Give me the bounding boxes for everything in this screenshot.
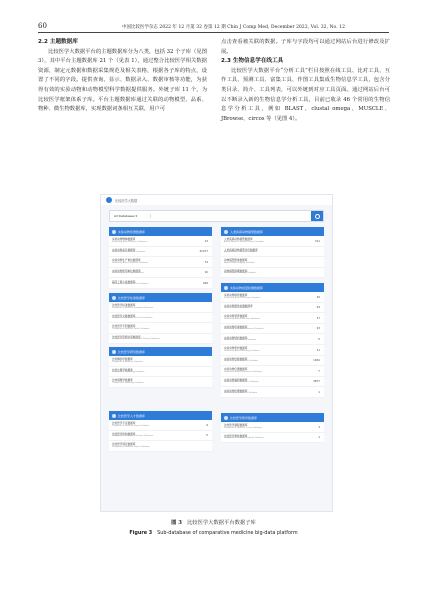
database-row [221,236,324,247]
database-row [221,377,324,388]
database-card [221,283,324,398]
database-count: 4877 [313,379,320,384]
database-sub: Laboratory Animal Ethics Database [224,391,258,394]
database-sub: Comparative Medicine Resource Sharing Database [112,338,160,341]
database-sub: Laboratory Animal Environment Database [224,328,264,331]
database-sub: Laboratory Animal Facility Database [224,360,259,363]
database-sub: Comparative Medicine Patent Database [112,327,150,330]
figure-caption-zh [38,518,389,526]
database-count: 11 [316,347,320,352]
database-sub: Animal Model Pathology Database [224,272,257,275]
database-row [109,377,212,388]
section-heading-2-3: 2.3 生物信息学在线工具 [221,58,284,65]
page-number: 60 [38,22,47,30]
database-row [221,303,324,314]
database-sub: Comparative Anatomy Database [112,360,143,363]
database-sub: Animal Model Imaging Database [224,261,255,264]
database-sub: Laboratory Animal Instrument Database [224,370,263,373]
figure-search-bar [109,210,324,222]
database-row [221,356,324,367]
card-header [109,411,212,420]
platform-logo-icon [106,197,112,203]
database-count: 1061 [313,358,320,363]
card-title: 实验动物资源数据库 [118,229,146,234]
database-name: 实验动物垫料数据库 [224,347,248,351]
card-title: 实验动物质量检测数据库 [230,285,264,290]
database-name: 基因工程小鼠数据库 [112,280,136,284]
database-count: 5 [206,433,208,438]
database-row [109,247,212,258]
database-sub: Laboratory Animal Pathogen Database [224,296,261,299]
database-icon [112,350,116,354]
figure-topbar [101,195,332,205]
caption-text: 比较医学大数据平台数据子库 [186,520,256,526]
database-sub: Genetically Engineered Mice Database [112,282,149,285]
database-name: 实验动物病原数据库 [224,294,248,298]
database-row [221,345,324,356]
platform-brand: 比较医学大数据 [115,198,138,203]
database-row [221,387,324,398]
database-sub: Laboratory Animal Strain Database [112,251,146,254]
database-count: 41077 [199,249,208,254]
caption-text: Sub-database of comparative medicine big-data platform [157,530,298,536]
database-name: 实验动物生产单位数据库 [112,259,141,263]
database-row [109,356,212,367]
database-row [109,236,212,247]
card-header [221,283,324,292]
database-row [109,367,212,378]
search-button [311,211,323,221]
right-column [221,38,390,124]
card-header [109,347,212,356]
database-sub: Comparative Physiology Database [112,371,145,374]
database-sub: Laboratory Animal Bedding Database [224,349,260,352]
database-row [109,257,212,268]
figure-caption-en [38,530,389,536]
database-count: 1 [318,389,320,394]
database-row [221,247,324,258]
database-count: 1 [318,435,320,440]
paragraph: 点击查看被关联的数据。子库与字段均可以通过网站后台进行修改及扩展。 [221,39,390,55]
database-name: 比较医学教材数据库 [224,434,248,438]
database-sub: Animal Model of Human Disease Database [224,240,265,243]
database-sub: Laboratory Animal Welfare Database [224,381,259,384]
database-row [109,431,212,442]
database-row [221,313,324,324]
database-card [109,293,212,344]
database-sub: Laboratory Animal Species Database [112,240,147,243]
database-card [109,411,212,452]
database-name: 实验动物饲料数据库 [224,336,248,340]
database-row [221,257,324,268]
database-name: 实验动物物种数据库 [112,238,136,242]
database-icon [224,416,228,420]
database-name: 动物模型影像数据库 [224,259,248,263]
database-sub: Laboratory Animal Producer Database [112,261,149,264]
database-icon [112,414,116,418]
database-count: 5 [318,336,320,341]
caption-label: 图 3 [171,520,182,526]
database-name: 实验动物品系数据库 [112,248,136,252]
database-sub: Comparative Medicine Expert Database [112,424,150,427]
paragraph: 比较医学大数据平台的主题数据库分为八类，包括 32 个子库（见图 3），其中平台主题数据库 21 个（见表 1），通过整合比较医学相关数据资源，制定元数据和数据采集规范及相关表格，根据各子库的特点，设置了不同的字段。提供查询、显示、数据录入、数据审核等功能，为获得有效的实验动物和动物模型科学数据提供服务。外链子库 11 个，为比较医学框架体系子库。平台主题数据库通过关联的动物模型、品系、物种、微生物数据库，实现数据词条相互关联，用户可 [38,48,207,113]
database-count: 74 [204,259,208,264]
database-sub: Genetic Testing Database [224,307,249,310]
database-row [109,441,212,452]
database-sub: Comparative Medicine Project Database [112,445,150,448]
database-name: 实验动物环境数据库 [224,325,248,329]
database-name: 比较医学资源共享数据库 [112,335,141,339]
database-count: 7 [318,368,320,373]
figure-3-screenshot [100,194,333,512]
database-name: 实验动物伦理数据库 [224,389,248,393]
caption-label: Figure 3 [129,530,153,536]
database-row [109,268,212,279]
database-sub: Comparative Medicine Institution Database [112,435,154,438]
database-name: 实验动物福利数据库 [224,378,248,382]
journal-title: 中国比较医学杂志 2022 年 12 月第 32 卷第 12 期 Chin J Comp Med, December 2022, Vol. 32, No. 12 [122,25,345,30]
database-count: 464 [202,280,208,285]
database-row [109,302,212,313]
card-header [109,293,212,302]
database-row [109,313,212,324]
database-name: 比较医学课程数据库 [224,424,248,428]
database-name: 比较医学项目数据库 [112,443,136,447]
database-name: 比较医学专家数据库 [112,422,136,426]
database-select: All Databases ▾ [110,214,151,218]
database-icon [112,230,116,234]
database-name: 人类疾病动物模型数据库 [224,238,253,242]
database-name: 实验动物仪器数据库 [224,368,248,372]
database-row [221,292,324,303]
database-name: 比较生理学数据库 [112,368,133,372]
database-card [109,227,212,289]
database-icon [112,296,116,300]
database-name: 比较医学机构数据库 [112,432,136,436]
database-sub: Laboratory Animal Nutrition Database [224,317,260,320]
card-title: 比较医学人才数据库 [118,413,146,418]
database-name: 实验动物遗传检测数据库 [224,304,253,308]
database-count: 3 [318,424,320,429]
database-card [221,413,324,443]
database-row [109,420,212,431]
database-row [221,366,324,377]
database-count: 23 [316,326,320,331]
database-name: 比较医学标准数据库 [112,304,136,308]
database-count: 24 [316,305,320,310]
database-sub: Laboratory Animal Feed Database [224,338,257,341]
database-card [221,227,324,278]
database-count: 9 [206,422,208,427]
card-title: 比较医学研究数据库 [118,349,146,354]
database-row [221,433,324,444]
card-title: 比较医学教育数据库 [230,415,258,420]
running-header [38,14,389,33]
database-icon [224,286,228,290]
database-count: 13 [204,238,208,243]
card-header [109,227,212,236]
database-sub: Comparative Medicine Course Database [224,426,263,429]
database-count: 32 [316,294,320,299]
database-name: 比较病理学数据库 [112,379,133,383]
database-icon [224,230,228,234]
database-card [109,347,212,388]
database-count: 311 [314,238,320,243]
database-name: 比较医学文献数据库 [112,314,136,318]
card-title: 比较医学标准数据库 [118,295,146,300]
database-row [221,334,324,345]
card-header [221,413,324,422]
database-name: 人类疾病动物模型评价数据库 [224,248,258,252]
database-sub: Animal Model Evaluation Database [224,251,258,254]
database-count: 10 [204,270,208,275]
database-sub: Comparative Medicine Literature Database [112,317,153,320]
database-sub: Comparative Medicine Textbook Database [224,437,264,440]
database-count: 17 [316,315,320,320]
database-name: 比较解剖学数据库 [112,358,133,362]
paragraph: 比较医学大数据平台“分析工具”栏目按照在线工具、比对工具、互作工具、预测工具、富集工具、作图工具集成生物信息学工具，包含分类目录、简介、工具列表，可以外链到对应工具页面。通过网站后台可以不断录入新的生物信息学分析工具，目前已收录 46 个常用的生物信息学分析工具，例如 BLAST、clustal omega、MUSCLE、JBrowse、circos 等（见图 4）。 [221,67,390,122]
left-column [38,38,207,115]
card-header [221,227,324,236]
database-row [221,268,324,279]
database-name: 动物模型病理数据库 [224,269,248,273]
database-sub: Laboratory Animal User Database [112,272,144,275]
database-row [109,278,212,289]
database-sub: Comparative Pathology Database [112,381,144,384]
search-icon [315,214,320,219]
section-heading-2-2: 2.2 主题数据库 [38,39,78,45]
database-name: 实验动物营养数据库 [224,315,248,319]
database-name: 实验动物使用单位数据库 [112,269,141,273]
database-row [109,323,212,334]
database-name: 比较医学专利数据库 [112,325,136,329]
search-input [151,211,311,221]
card-title: 人类疾病动物模型数据库 [230,229,264,234]
database-row [109,334,212,345]
database-name: 实验动物设施数据库 [224,357,248,361]
database-row [221,324,324,335]
database-row [221,422,324,433]
database-sub: Comparative Medicine Standards Database [112,306,154,309]
